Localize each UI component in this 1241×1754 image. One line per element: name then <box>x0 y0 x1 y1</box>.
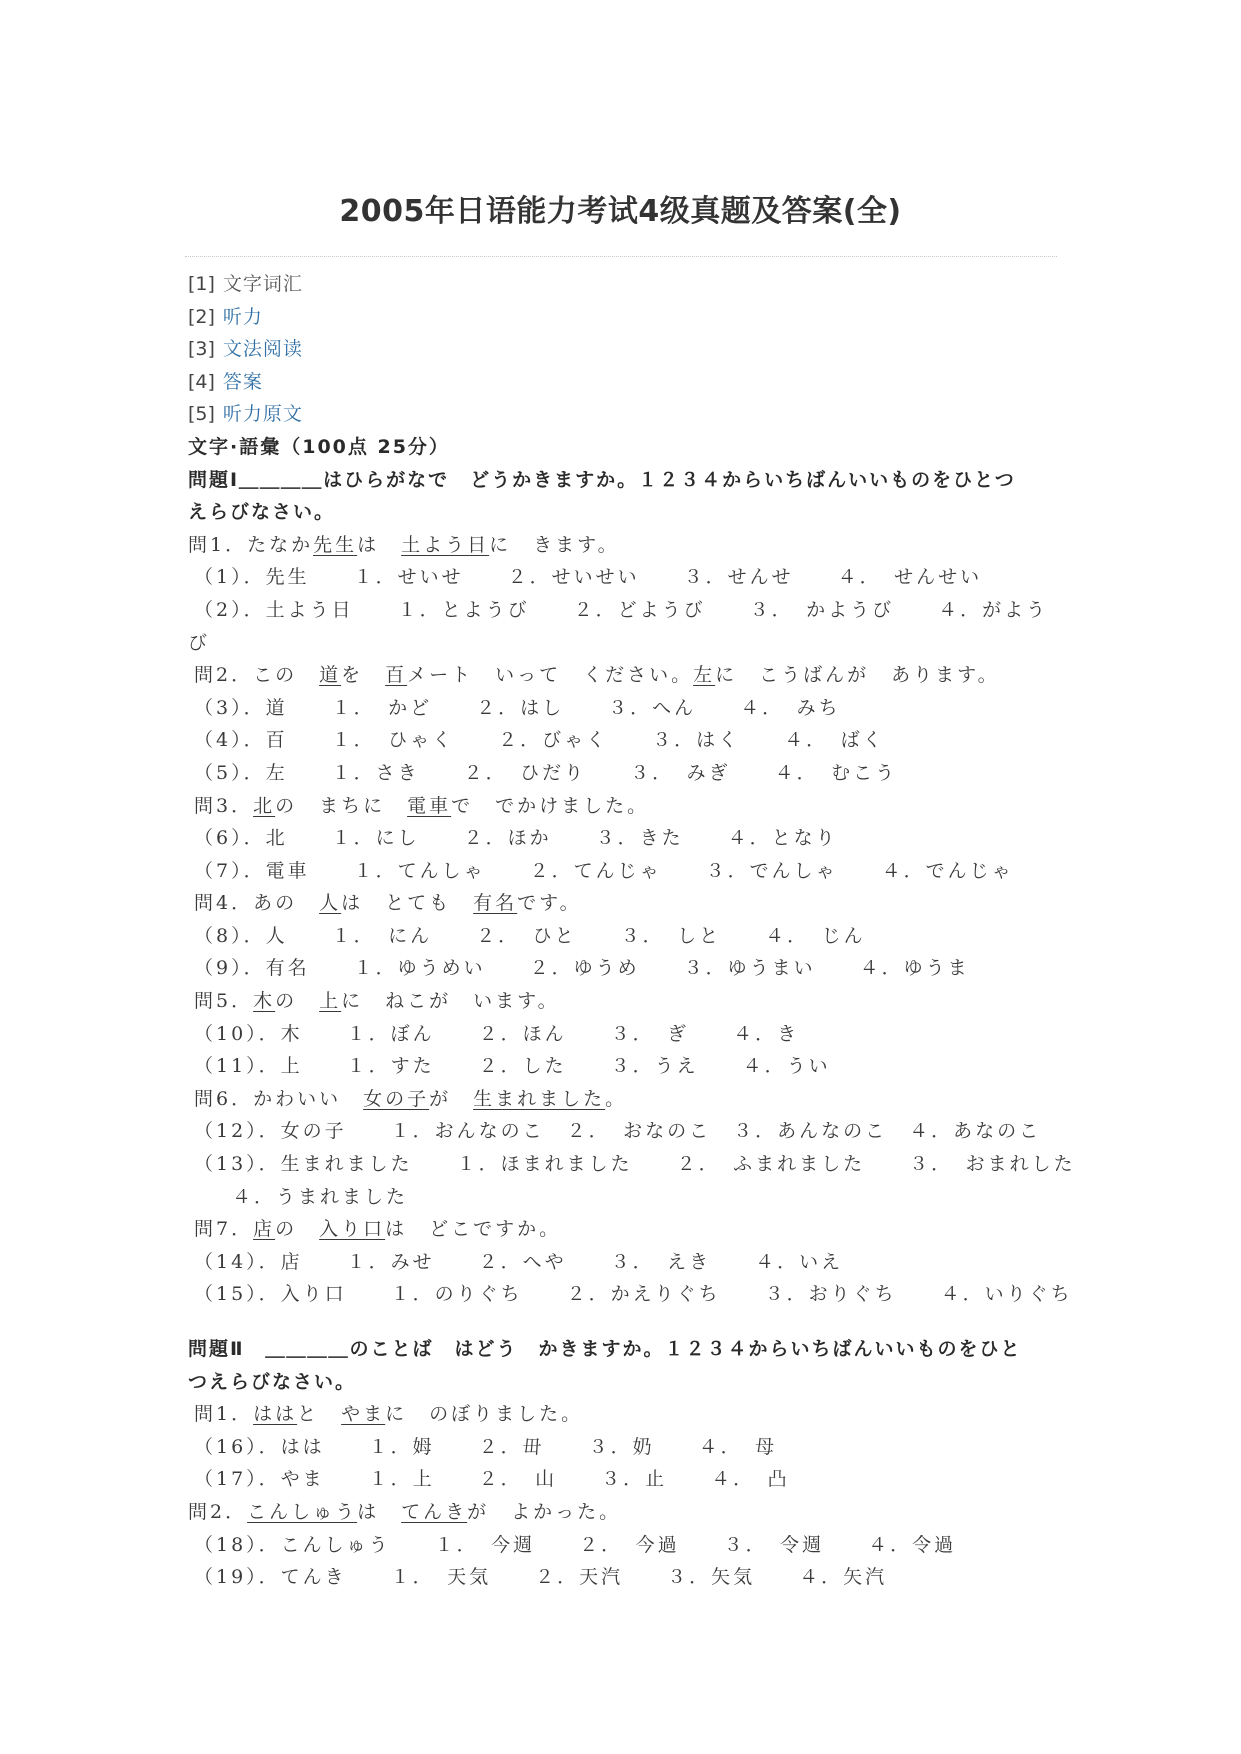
option-row: （8）．人 １． にん ２． ひと ３． しと ４． じん <box>194 924 866 947</box>
toc-number: [2] <box>188 305 215 328</box>
option-row: （11）．上 １．すた ２．した ３．うえ ４．うい <box>194 1055 831 1078</box>
part2-instruction: 問題Ⅱ ＿＿＿＿のことば はどう かきますか。１２３４からいちばんいいものをひと <box>188 1338 1022 1360</box>
toc-number: [1] <box>188 273 215 295</box>
part2-question-1: 問1．ははと やまに のぼりました。 <box>194 1403 584 1426</box>
option-row: （6）．北 １．にし ２．ほか ３．きた ４．となり <box>194 827 838 850</box>
part2-instruction-cont: つえらびなさい。 <box>188 1370 357 1393</box>
question-1: 問1．たなか先生は 土よう日に きます。 <box>188 533 620 556</box>
question-2: 問2．この 道を 百メート いって ください。左に こうばんが あります。 <box>194 664 1000 687</box>
section-title: 文字·語彙（100点 25分） <box>188 435 450 458</box>
page-title: 2005年日语能力考试4级真题及答案(全) <box>339 194 902 229</box>
toc-number: [3] <box>188 338 215 361</box>
toc-item-2[interactable] <box>188 301 1068 334</box>
toc-label: 文字词汇 <box>222 273 303 295</box>
toc-link-listening-script[interactable]: 听力原文 <box>222 403 303 426</box>
part1-instruction-cont: えらびなさい。 <box>188 501 336 524</box>
toc-item-3[interactable] <box>188 333 1068 366</box>
part1-instruction: 問題Ⅰ＿＿＿＿はひらがなで どうかきますか。１２３４からいちばんいいものをひとつ <box>188 468 1016 491</box>
option-row: （18）．こんしゅう １． 今週 ２． 今過 ３． 令週 ４．令過 <box>194 1533 957 1556</box>
question-7: 問7．店の 入り口は どこですか。 <box>194 1218 562 1241</box>
option-row: （19）．てんき １． 天気 ２．天汽 ３．矢気 ４．矢汽 <box>194 1566 888 1589</box>
option-row: （9）．有名 １．ゆうめい ２．ゆうめ ３．ゆうまい ４．ゆうま <box>194 957 970 980</box>
toc-item-5[interactable] <box>188 398 1068 431</box>
option-row-cont: ４．うまれました <box>232 1185 409 1208</box>
option-row: （17）．やま １．上 ２． 山 ３．止 ４． 凸 <box>194 1468 790 1491</box>
question-3: 問3．北の まちに 電車で でかけました。 <box>194 794 650 817</box>
part2-question-2: 問2．こんしゅうは てんきが よかった。 <box>188 1500 622 1523</box>
option-row: （15）．入り口 １．のりぐち ２．かえりぐち ３．おりぐち ４．いりぐち <box>194 1283 1073 1306</box>
option-row: （4）．百 １． ひゃく ２．びゃく ３．はく ４． ばく <box>194 729 885 752</box>
option-row: （10）．木 １．ぼん ２．ほん ３． ぎ ４．き <box>194 1022 800 1045</box>
option-row: （13）．生まれました １．ほまれました ２． ふまれました ３． おまれした <box>194 1153 1076 1176</box>
question-4: 問4．あの 人は とても 有名です。 <box>194 892 582 915</box>
option-row: （7）．電車 １．てんしゃ ２．てんじゃ ３．でんしゃ ４．でんじゃ <box>194 859 1014 882</box>
question-5: 問5．木の 上に ねこが います。 <box>194 990 560 1013</box>
option-row: （14）．店 １．みせ ２．へや ３． えき ４．いえ <box>194 1250 844 1273</box>
document-body <box>188 268 1076 1594</box>
toc-number: [4] <box>188 370 215 393</box>
toc-item-1 <box>188 268 1068 301</box>
toc-link-answers[interactable]: 答案 <box>222 370 263 393</box>
section-gap <box>188 1311 1068 1333</box>
option-row: （16）．はは １．姆 ２．毌 ３．奶 ４． 母 <box>194 1435 778 1458</box>
option-row-cont: び <box>188 631 211 654</box>
toc-item-4[interactable] <box>188 366 1068 399</box>
option-row: （12）．女の子 １．おんなのこ ２． おなのこ ３．あんなのこ ４．あなのこ <box>194 1120 1042 1143</box>
toc-number: [5] <box>188 403 215 426</box>
title-divider <box>185 256 1057 257</box>
toc-link-grammar-reading[interactable]: 文法阅读 <box>222 338 303 361</box>
option-row: （5）．左 １．さき ２． ひだり ３． みぎ ４． むこう <box>194 761 898 784</box>
toc-link-listening[interactable]: 听力 <box>222 305 263 328</box>
option-row: （2）．土よう日 １．とようび ２．どようび ３． かようび ４．がよう <box>194 598 1049 621</box>
option-row: （3）．道 １． かど ２．はし ３．へん ４． みち <box>194 696 841 719</box>
option-row: （1）．先生 １．せいせ ２．せいせい ３．せんせ ４． せんせい <box>194 566 983 589</box>
question-6: 問6．かわいい 女の子が 生まれました。 <box>194 1087 628 1110</box>
